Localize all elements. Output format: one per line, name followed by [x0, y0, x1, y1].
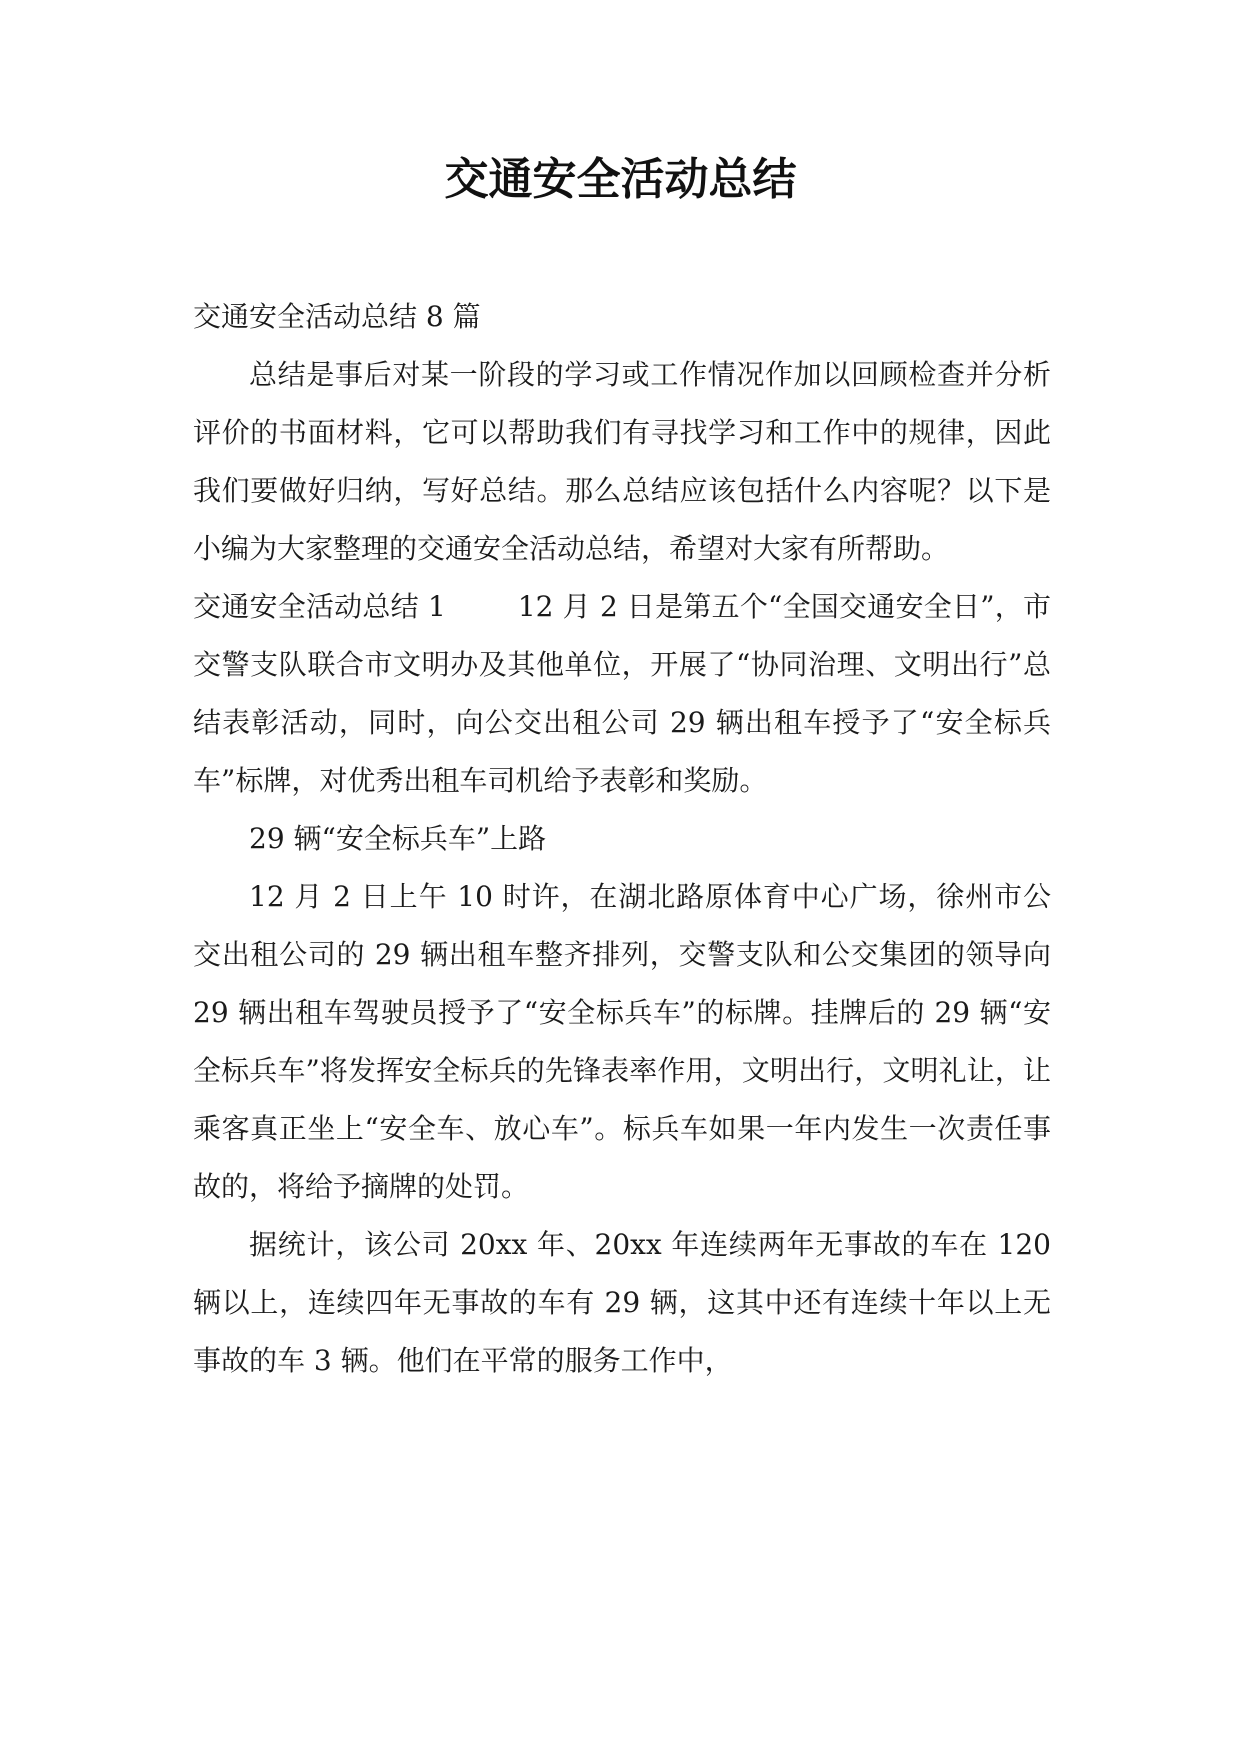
section-1-text: 12 月 2 日是第五个“全国交通安全日”，市交警支队联合市文明办及其他单位，开展了“协同治理、文明出行”总结表彰活动，同时，向公交出租公司 29 辆出租车授予了“安全标兵车”标牌，对优秀出租车司机给予表彰和奖励。 [193, 590, 1051, 797]
body-paragraph-1: 12 月 2 日上午 10 时许，在湖北路原体育中心广场，徐州市公交出租公司的 29 辆出租车整齐排列，交警支队和公交集团的领导向 29 辆出租车驾驶员授予了“安全标兵车”的标牌。挂牌后的 29 辆“安全标兵车”将发挥安全标兵的先锋表率作用，文明出行，文明礼让，让乘客真正坐上“安全车、放心车”。标兵车如果一年内发生一次责任事故的，将给予摘牌的处罚。 [193, 880, 1051, 1203]
section-heading: 29 辆“安全标兵车”上路 [249, 822, 547, 855]
document-title: 交通安全活动总结 [444, 154, 797, 205]
section-1-paragraph [193, 578, 1051, 810]
body-paragraph-2: 据统计，该公司 20xx 年、20xx 年连续两年无事故的车在 120 辆以上，连续四年无事故的车有 29 辆，这其中还有连续十年以上无事故的车 3 辆。他们在平常的服务工作中， [193, 1228, 1051, 1377]
document-body [193, 288, 1051, 1390]
section-1-label: 交通安全活动总结 1 [193, 590, 446, 623]
intro-paragraph: 总结是事后对某一阶段的学习或工作情况作加以回顾检查并分析评价的书面材料，它可以帮助我们有寻找学习和工作中的规律，因此我们要做好归纳，写好总结。那么总结应该包括什么内容呢？以下是小编为大家整理的交通安全活动总结，希望对大家有所帮助。 [193, 358, 1051, 565]
document-subtitle: 交通安全活动总结 8 篇 [193, 300, 481, 333]
